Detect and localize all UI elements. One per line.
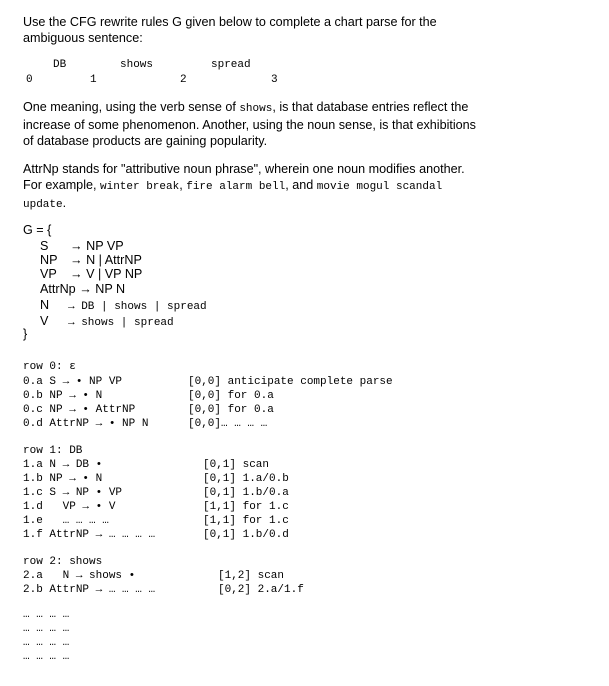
rule-rhs: → V | VP NP <box>70 267 143 281</box>
grammar-close: } <box>23 327 28 341</box>
chart-item <box>23 417 148 431</box>
item-id: 1.c <box>23 487 43 499</box>
item-rule: NP → • AttrNP <box>49 404 136 416</box>
rule-lhs: S <box>40 239 49 253</box>
item-note: [0,0] for 0.a <box>188 390 274 402</box>
trailing-ellipsis: … … … … <box>23 651 70 663</box>
word-spread: spread <box>211 59 251 71</box>
item-id: 1.d <box>23 501 43 513</box>
sep-1: , <box>179 178 187 192</box>
example-movie-mogul-scandal: movie mogul scandal <box>316 181 443 193</box>
meaning-line-2: increase of some phenomenon. Another, using the noun sense, is that exhibitions <box>23 118 476 132</box>
item-id: 2.a <box>23 570 43 582</box>
rule-rhs: → NP N <box>79 282 126 296</box>
item-rule: AttrNP → … … … … <box>49 584 156 596</box>
item-id: 0.c <box>23 404 43 416</box>
item-rule: NP → • N <box>49 473 103 485</box>
intro-line-1: Use the CFG rewrite rules G given below to complete a chart parse for the <box>23 15 437 29</box>
item-id: 2.b <box>23 584 43 596</box>
item-note: [1,1] for 1.c <box>203 501 289 513</box>
position-1: 1 <box>90 74 97 86</box>
position-0: 0 <box>26 74 33 86</box>
item-note: [0,0]… … … … <box>188 418 268 430</box>
item-rule: S → NP • VP <box>49 487 123 499</box>
item-id: 1.f <box>23 529 43 541</box>
item-rule: N → shows • <box>49 570 136 582</box>
intro-text <box>23 14 588 46</box>
item-rule: NP → • N <box>49 390 103 402</box>
meaning-line-1-a: One meaning, using the verb sense of <box>23 100 240 114</box>
trailing-ellipsis: … … … … <box>23 609 70 621</box>
chart-item <box>23 569 135 583</box>
item-note: [0,1] 1.a/0.b <box>203 473 289 485</box>
attrnp-paragraph <box>23 161 588 213</box>
chart-item <box>23 458 102 472</box>
attrnp-line-1: AttrNp stands for "attributive noun phrase", wherein one noun modifies another. <box>23 162 465 176</box>
chart-item <box>23 403 135 417</box>
meaning-line-1-b: , is that database entries reflect the <box>272 100 469 114</box>
grammar-open: G = { <box>23 223 52 237</box>
position-3: 3 <box>271 74 278 86</box>
rule-lhs: NP <box>40 253 58 267</box>
attrnp-line-3 <box>23 195 588 213</box>
item-note: [0,0] anticipate complete parse <box>188 376 393 388</box>
rule-lhs: AttrNp <box>40 282 76 296</box>
rule-rhs: → NP VP <box>70 239 124 253</box>
row-header: row 0: ε <box>23 361 76 373</box>
rule-lhs: N <box>40 298 50 312</box>
item-note: [0,1] 1.b/0.a <box>203 487 289 499</box>
chart-item <box>23 472 102 486</box>
item-id: 0.d <box>23 418 43 430</box>
code-shows: shows <box>239 103 273 115</box>
example-winter-break: winter break <box>100 181 180 193</box>
item-rule: VP → • V <box>49 501 116 513</box>
item-rule: AttrNP → … … … … <box>49 529 156 541</box>
rule-rhs: → DB | shows | spread <box>68 301 207 313</box>
item-rule: AttrNP → • NP N <box>49 418 149 430</box>
item-id: 1.b <box>23 473 43 485</box>
chart-item <box>23 500 115 514</box>
grammar-rule-vp <box>40 266 142 282</box>
item-note: [1,2] scan <box>218 570 285 582</box>
example-update: update <box>23 199 63 211</box>
trailing-ellipsis: … … … … <box>23 623 70 635</box>
chart-item <box>23 528 155 542</box>
word-shows: shows <box>120 59 154 71</box>
item-id: 0.b <box>23 390 43 402</box>
item-note: [0,0] for 0.a <box>188 404 274 416</box>
rule-lhs: VP <box>40 267 57 281</box>
rule-rhs: → shows | spread <box>68 317 174 329</box>
chart-item <box>23 375 122 389</box>
attrnp-line-3-end: . <box>62 196 67 210</box>
grammar-rule-attrnp <box>40 281 125 297</box>
word-db: DB <box>53 59 67 71</box>
item-id: 1.a <box>23 459 43 471</box>
rule-lhs: V <box>40 314 49 328</box>
meaning-paragraph <box>23 99 588 149</box>
chart-item <box>23 514 109 528</box>
item-rule: S → • NP VP <box>49 376 123 388</box>
item-note: [0,2] 2.a/1.f <box>218 584 304 596</box>
grammar-rule-v <box>40 312 174 330</box>
rule-rhs: → N | AttrNP <box>70 253 142 267</box>
chart-item <box>23 583 155 597</box>
item-rule: N → DB • <box>49 459 103 471</box>
example-fire-alarm-bell: fire alarm bell <box>186 181 286 193</box>
item-note: [0,1] 1.b/0.d <box>203 529 289 541</box>
trailing-ellipsis: … … … … <box>23 637 70 649</box>
item-rule: … … … … <box>49 515 109 527</box>
item-note: [0,1] scan <box>203 459 270 471</box>
sep-2: , and <box>285 178 317 192</box>
row-header: row 1: DB <box>23 445 83 457</box>
chart-item <box>23 389 102 403</box>
meaning-line-1 <box>23 99 588 117</box>
intro-line-2: ambiguous sentence: <box>23 31 143 45</box>
attrnp-line-2-a: For example, <box>23 178 100 192</box>
item-note: [1,1] for 1.c <box>203 515 289 527</box>
item-id: 0.a <box>23 376 43 388</box>
meaning-line-3: of database products are gaining popularity. <box>23 134 268 148</box>
position-2: 2 <box>180 74 187 86</box>
item-id: 1.e <box>23 515 43 527</box>
row-header: row 2: shows <box>23 556 103 568</box>
chart-item <box>23 486 122 500</box>
attrnp-line-2 <box>23 177 588 195</box>
